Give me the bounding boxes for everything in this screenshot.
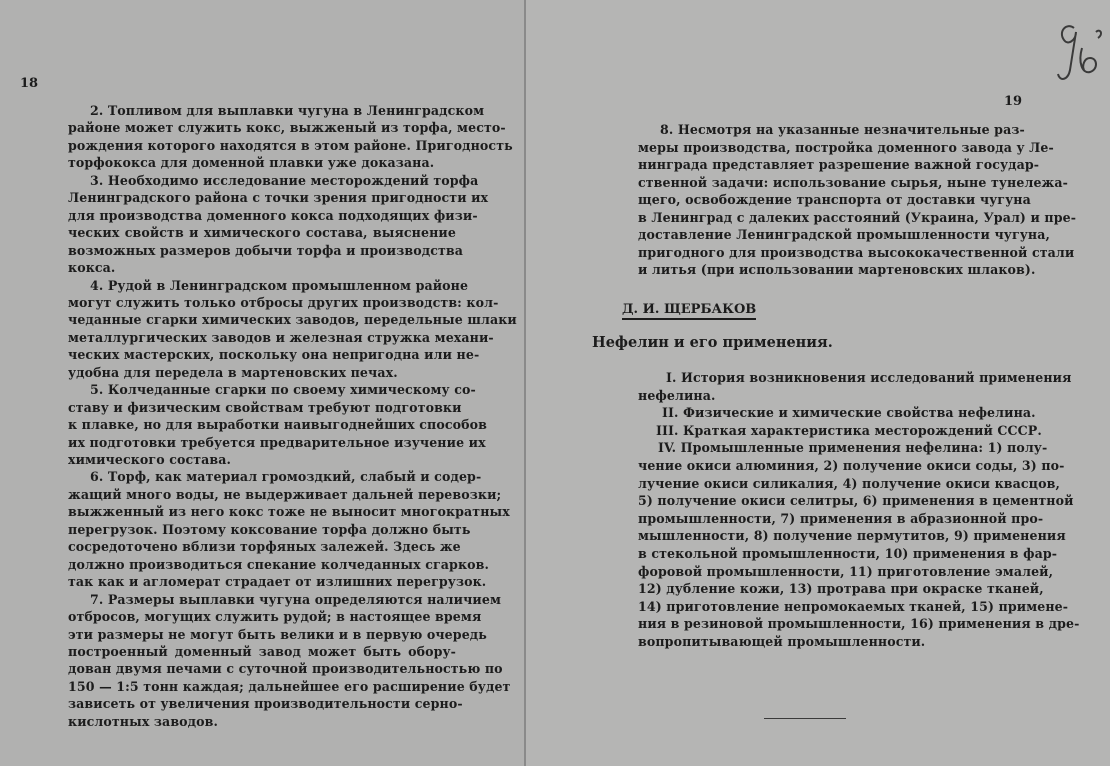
book-spine	[524, 0, 526, 766]
text-line: возможных размеров добычи торфа и производства	[68, 242, 463, 258]
text-line: кислотных заводов.	[68, 713, 218, 729]
text-line: химического состава.	[68, 452, 232, 467]
page-number-left: 18	[20, 76, 39, 91]
text-line: II. Физические и химические свойства нефелина.	[662, 405, 1036, 421]
text-line: должно производиться спекание колчеданных сгарков.	[68, 556, 489, 572]
text-line: 2. Топливом для выплавки чугуна в Ленинградском	[90, 103, 485, 118]
text-line: вопропитывающей промышленности.	[638, 634, 926, 649]
text-line: I. История возникновения исследований применения	[666, 370, 1072, 385]
text-line: жащий много воды, не выдерживает дальней перевозки;	[68, 486, 502, 502]
page-number-right: 19	[1004, 94, 1023, 109]
text-line: зависеть от увеличения производительности серно-	[68, 696, 463, 712]
text-line: 8. Несмотря на указанные незначительные раз-	[660, 122, 1025, 137]
text-line: пригодного для производства высококачественной стали	[638, 244, 1075, 260]
text-line: металлургических заводов и железная стружка механи-	[68, 329, 494, 345]
text-line: ставу и физическим свойствам требуют подготовки	[68, 399, 462, 415]
text-line: могут служить только отбросы других производств: кол-	[68, 294, 499, 310]
text-line: нинграда представляет разрешение важной государ-	[638, 157, 1040, 172]
text-line: форовой промышленности, 11) приготовление эмалей,	[638, 563, 1054, 579]
text-line: торфококса для доменной плавки уже доказана.	[68, 155, 435, 171]
text-line: ственной задачи: использование сырья, ныне тунележа-	[638, 174, 1068, 190]
text-line: дован двумя печами с суточной производительностью по	[68, 661, 503, 677]
text-line: в Ленинград с далеких расстояний (Украина, Урал) и пре-	[638, 209, 1077, 225]
text-line: доставление Ленинградской промышленности чугуна,	[638, 227, 1050, 242]
text-line: нефелина.	[638, 387, 716, 403]
text-line: 4. Рудой в Ленинградском промышленном районе	[90, 277, 469, 293]
text-line: щего, освобождение транспорта от доставки чугуна	[638, 192, 1031, 207]
text-line: мышленности, 8) получение пермутитов, 9) применения	[638, 528, 1066, 544]
handwritten-folio-number	[1052, 18, 1106, 88]
article-title: Нефелин и его применения.	[592, 334, 833, 351]
text-line: удобна для передела в мартеновских печах.	[68, 364, 398, 380]
text-line: кокса.	[68, 260, 116, 276]
article-author: Д. И. ЩЕРБАКОВ	[622, 302, 756, 320]
text-line: в стекольной промышленности, 10) применения в фар-	[638, 546, 1058, 561]
text-line: меры производства, постройка доменного завода у Ле-	[638, 139, 1054, 155]
text-line: 14) приготовление непромокаемых тканей, 15) примене-	[638, 598, 1069, 614]
text-line: лучение окиси силикалия, 4) получение окиси квасцов,	[638, 475, 1060, 491]
text-line: 5) получение окиси селитры, 6) применения в цементной	[638, 493, 1074, 509]
text-line: их подготовки требуется предварительное изучение их	[68, 434, 486, 450]
text-line: 6. Торф, как материал громоздкий, слабый и содер-	[90, 469, 482, 485]
text-line: районе может служить кокс, выжженый из торфа, место-	[68, 120, 506, 136]
text-line: 5. Колчеданные сгарки по своему химическому со-	[90, 382, 476, 398]
text-line: ческих свойств и химического состава, выяснение	[68, 225, 456, 241]
text-line: сосредоточено вблизи торфяных залежей. Здесь же	[68, 539, 461, 555]
text-line: рождения которого находятся в этом районе. Пригодность	[68, 137, 513, 153]
text-line: выжженный из него кокс тоже не выносит многократных	[68, 504, 510, 520]
text-line: 150 — 1:5 тонн каждая; дальнейшее его расширение будет	[68, 678, 511, 694]
text-line: так как и агломерат страдает от излишних перегрузок.	[68, 574, 487, 590]
text-line: 12) дубление кожи, 13) протрава при окраске тканей,	[638, 581, 1044, 597]
text-line: построенный доменный завод может быть обору-	[68, 643, 456, 659]
text-line: перегрузок. Поэтому коксование торфа должно быть	[68, 521, 471, 537]
text-line: ния в резиновой промышленности, 16) применения в дре-	[638, 616, 1080, 632]
text-line: отбросов, могущих служить рудой; в настоящее время	[68, 609, 482, 625]
text-line: IV. Промышленные применения нефелина: 1) полу-	[658, 440, 1048, 456]
text-line: ческих мастерских, поскольку она непригодна или не-	[68, 347, 480, 363]
text-line: для производства доменного кокса подходящих физи-	[68, 207, 478, 223]
text-line: 7. Размеры выплавки чугуна определяются наличием	[90, 591, 501, 607]
text-line: III. Краткая характеристика месторождений СССР.	[656, 422, 1042, 438]
text-line: и литья (при использовании мартеновских шлаков).	[638, 262, 1036, 277]
text-line: Ленинградского района с точки зрения пригодности их	[68, 190, 489, 206]
text-line: чеданные сгарки химических заводов, передельные шлаки	[68, 312, 517, 328]
text-line: 3. Необходимо исследование месторождений торфа	[90, 172, 479, 188]
text-line: к плавке, но для выработки наивыгоднейших способов	[68, 417, 487, 433]
text-line: промышленности, 7) применения в абразионной про-	[638, 510, 1044, 526]
text-line: эти размеры не могут быть велики и в первую очередь	[68, 626, 487, 642]
end-rule	[764, 718, 846, 719]
text-line: чение окиси алюминия, 2) получение окиси соды, 3) по-	[638, 458, 1065, 473]
